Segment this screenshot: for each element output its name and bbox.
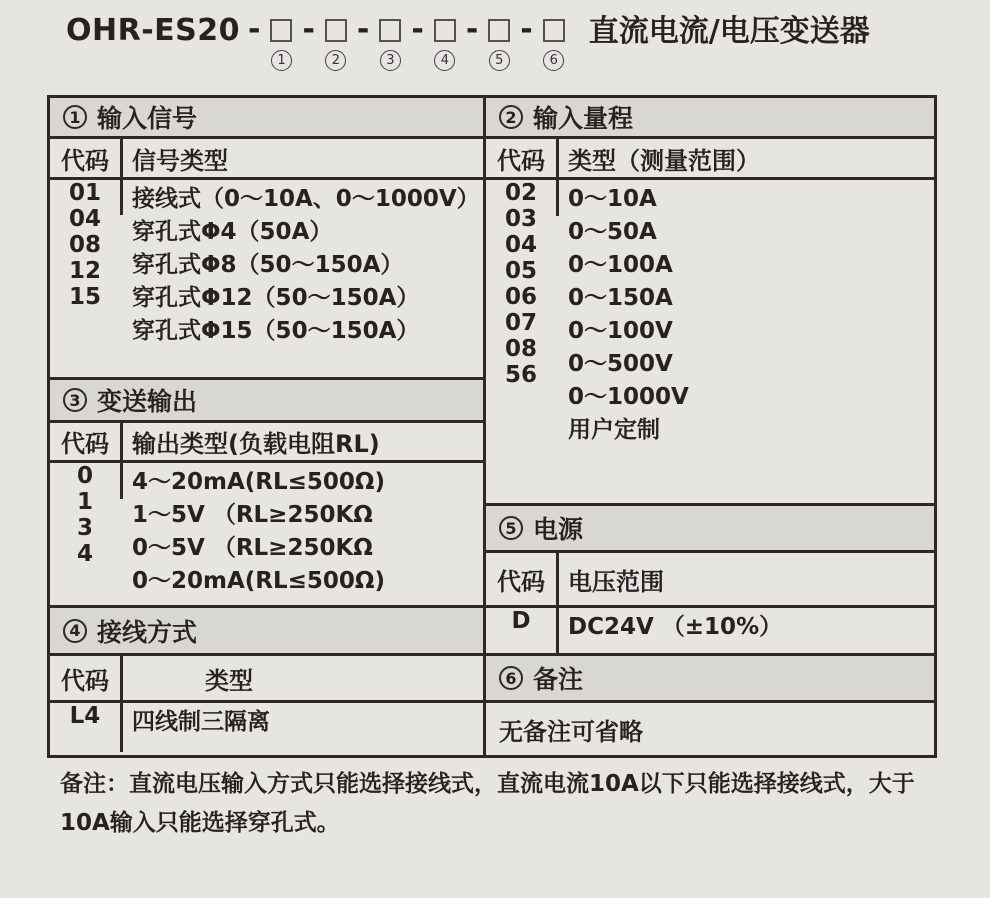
code-column-header: 代码 <box>50 139 123 177</box>
code-cell: 56 <box>504 362 537 388</box>
section-number: 3 <box>69 390 81 410</box>
section-title: 变送输出 <box>97 387 198 416</box>
section-number: 2 <box>505 107 517 127</box>
position-number-badge <box>271 50 292 71</box>
code-column-header: 代码 <box>486 139 559 177</box>
section-input-signal <box>50 98 483 380</box>
position-number: 3 <box>386 53 395 68</box>
type-cells <box>123 180 483 344</box>
column-header-row <box>486 553 934 608</box>
section-wiring <box>50 608 483 755</box>
type-cell: 穿孔式Φ8（50～150A） <box>132 252 404 278</box>
code-cell: 15 <box>68 284 101 310</box>
position-number-badge <box>489 50 510 71</box>
type-cell: 0～20mA(RL≤500Ω) <box>132 568 385 594</box>
position-number-badge <box>434 50 455 71</box>
code-cells <box>50 703 123 752</box>
product-title: 直流电流/电压变送器 <box>588 14 870 49</box>
section-number-badge <box>63 388 87 412</box>
order-code-box <box>488 19 510 42</box>
dash-separator: - <box>302 12 315 47</box>
code-cell: 05 <box>504 258 537 284</box>
section-output <box>50 380 483 608</box>
type-cell: 0～5V （RL≥250KΩ <box>132 535 373 561</box>
section-title: 接线方式 <box>97 617 198 647</box>
position-number: 2 <box>331 53 341 68</box>
code-cell: 02 <box>504 180 537 206</box>
code-cell: 04 <box>68 206 101 232</box>
order-position-3 <box>377 14 403 71</box>
code-cells <box>50 180 123 310</box>
section-title: 电源 <box>533 515 584 544</box>
code-cells <box>50 463 123 567</box>
section-header <box>50 608 483 656</box>
section-number-badge <box>63 619 87 643</box>
dash-separator: - <box>411 12 424 47</box>
section-header <box>50 98 483 139</box>
column-header-row <box>50 139 483 180</box>
position-number: 1 <box>277 53 286 68</box>
spec-table-right-column <box>483 98 934 755</box>
type-cells <box>559 180 934 443</box>
type-cell: 用户定制 <box>568 417 660 443</box>
order-position-5 <box>486 14 512 71</box>
type-cell: DC24V （±10%） <box>568 614 783 640</box>
spec-table <box>47 95 937 758</box>
order-code-box <box>543 19 565 42</box>
order-position-4 <box>432 14 458 71</box>
spec-table-left-column <box>50 98 483 755</box>
model-code-line <box>66 14 870 71</box>
type-cell: 0～150A <box>568 285 673 311</box>
section-header <box>486 506 934 553</box>
section-remark <box>486 656 934 755</box>
type-cell: 0～1000V <box>568 384 689 410</box>
dash-separator: - <box>248 12 261 47</box>
type-cell: 四线制三隔离 <box>132 709 270 735</box>
section-number-badge <box>499 105 523 129</box>
code-cell: 0 <box>76 463 93 489</box>
dash-separator: - <box>465 12 479 47</box>
type-cell: 穿孔式Φ12（50～150A） <box>132 285 420 311</box>
type-cell: 0～10A <box>568 186 657 212</box>
code-cell: 12 <box>68 258 101 284</box>
section-rows <box>486 180 934 506</box>
type-cell: 0～100V <box>568 318 673 344</box>
section-rows <box>486 608 934 656</box>
type-column-header: 输出类型(负载电阻RL) <box>132 430 380 458</box>
code-cell: 06 <box>504 284 537 310</box>
type-cell: 1～5V （RL≥250KΩ <box>132 502 373 528</box>
type-cells <box>123 703 483 752</box>
order-position-6 <box>541 14 567 71</box>
remark-cell: 无备注可省略 <box>499 717 643 746</box>
type-cell: 0～100A <box>568 252 673 278</box>
section-number: 6 <box>505 668 517 688</box>
section-rows <box>50 180 483 380</box>
code-cell: 08 <box>68 232 101 258</box>
code-column-header: 代码 <box>50 423 123 460</box>
type-cells <box>559 608 934 653</box>
code-cells <box>486 180 559 388</box>
type-cell: 穿孔式Φ4（50A） <box>132 219 333 245</box>
code-cell: 08 <box>504 336 537 362</box>
code-cell: D <box>511 608 531 634</box>
code-cell: 1 <box>76 489 93 515</box>
type-cell: 0～500V <box>568 351 673 377</box>
code-cell: 03 <box>504 206 537 232</box>
section-header <box>486 98 934 139</box>
type-cell: 4～20mA(RL≤500Ω) <box>132 469 385 495</box>
type-column-header: 电压范围 <box>568 567 664 596</box>
column-header-row <box>50 656 483 703</box>
section-header <box>50 380 483 423</box>
model-prefix: OHR-ES20 <box>66 13 241 48</box>
type-column-header: 类型 <box>205 666 253 695</box>
position-number: 4 <box>440 53 449 68</box>
section-title: 输入信号 <box>97 104 198 133</box>
order-code-box <box>270 19 292 42</box>
order-code-box <box>379 19 401 42</box>
code-column-header: 代码 <box>50 656 123 700</box>
code-cell: L4 <box>69 703 101 729</box>
position-number: 6 <box>549 53 558 68</box>
column-header-row <box>50 423 483 463</box>
type-column-header: 信号类型 <box>132 146 228 175</box>
type-cells <box>123 463 483 594</box>
position-number: 5 <box>495 53 504 68</box>
code-cell: 07 <box>504 310 537 336</box>
order-position-1 <box>268 14 294 71</box>
section-input-range <box>486 98 934 506</box>
code-cells <box>486 608 559 653</box>
order-code-box <box>434 19 456 42</box>
section-power <box>486 506 934 656</box>
code-column-header: 代码 <box>486 553 559 605</box>
footnote: 备注：直流电压输入方式只能选择接线式，直流电流10A以下只能选择接线式，大于10A输入只能选择穿孔式。 <box>60 771 915 836</box>
code-cell: 4 <box>76 541 93 567</box>
section-number: 4 <box>69 621 81 640</box>
section-number: 5 <box>505 518 517 538</box>
section-number-badge <box>63 105 87 129</box>
column-header-row <box>486 139 934 180</box>
position-number-badge <box>380 50 401 71</box>
section-number-badge <box>499 666 523 690</box>
position-number-badge <box>325 50 346 71</box>
position-number-badge <box>543 50 564 71</box>
code-cell: 04 <box>504 232 537 258</box>
dash-separator: - <box>520 12 533 47</box>
code-cell: 3 <box>76 515 93 541</box>
type-cell: 穿孔式Φ15（50～150A） <box>132 318 420 344</box>
dash-separator: - <box>356 12 370 47</box>
section-header <box>486 656 934 703</box>
section-number-badge <box>499 516 523 540</box>
order-code-box <box>325 19 347 42</box>
section-title: 备注 <box>533 665 584 694</box>
order-position-2 <box>323 14 349 71</box>
section-rows <box>50 463 483 608</box>
code-cell: 01 <box>68 180 101 206</box>
type-cell: 0～50A <box>568 219 657 245</box>
section-number: 1 <box>69 107 81 127</box>
type-column-header: 类型（测量范围） <box>568 146 760 175</box>
section-rows <box>50 703 483 755</box>
type-cell: 接线式（0～10A、0～1000V） <box>132 186 480 212</box>
section-title: 输入量程 <box>533 104 634 133</box>
